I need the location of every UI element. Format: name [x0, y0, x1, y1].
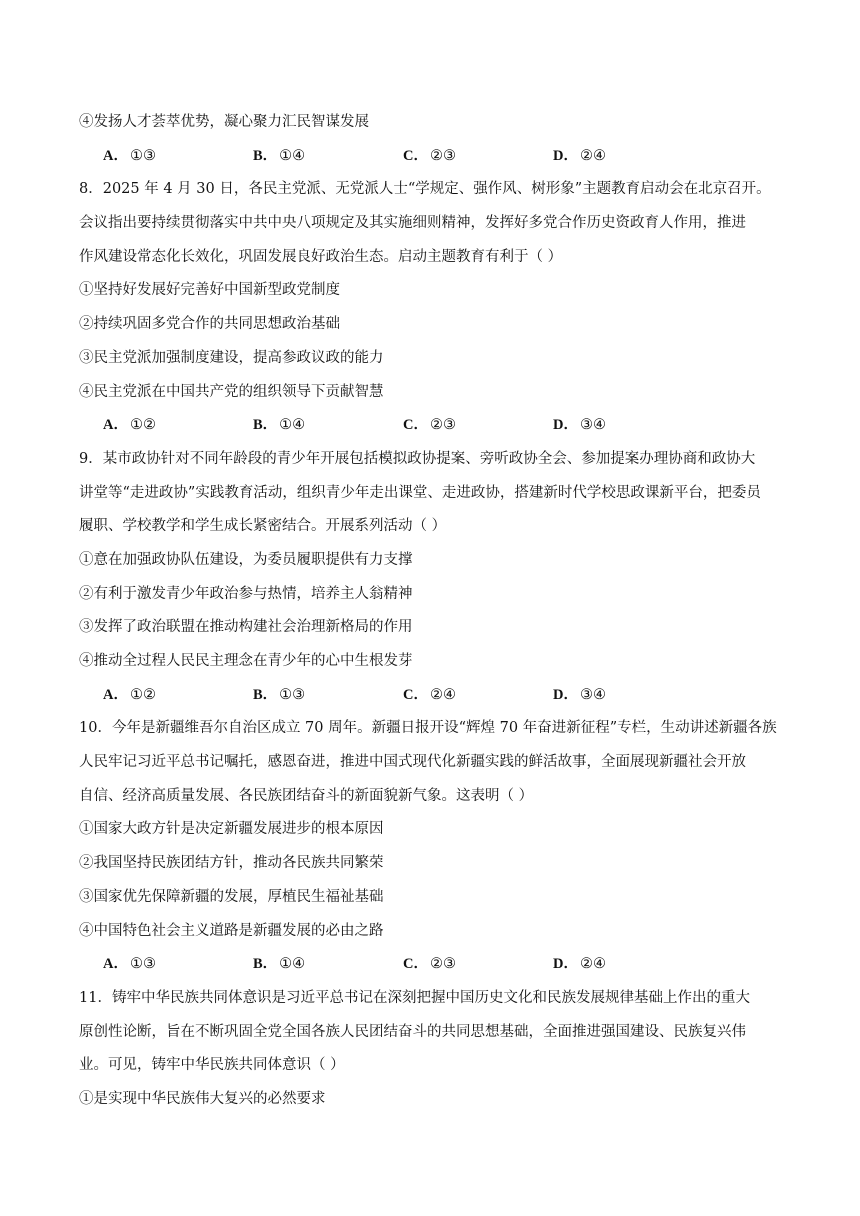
q8-item-1: ①坚持好发展好完善好中国新型政党制度: [79, 282, 340, 299]
q9-option-c[interactable]: C． ②④: [403, 686, 456, 703]
q8-stem-line: 会议指出要持续贯彻落实中共中央八项规定及其实施细则精神，发挥好多党合作历史资政育人作用，推进: [79, 215, 746, 232]
q10-item-4: ④中国特色社会主义道路是新疆发展的必由之路: [79, 922, 384, 939]
q9-item-2: ②有利于激发青少年政治参与热情，培养主人翁精神: [79, 585, 413, 602]
q7-option-c[interactable]: C． ②③: [403, 147, 456, 164]
q7-options: [79, 140, 789, 174]
q10-option-a[interactable]: A． ①③: [103, 956, 156, 973]
q7-item-4: ④发扬人才荟萃优势，凝心聚力汇民智谋发展: [79, 114, 369, 130]
q11-stem-line: 原创性论断，旨在不断巩固全党全国各族人民团结奋斗的共同思想基础，全面推进强国建设、民族复兴伟: [79, 1023, 746, 1040]
q8-stem-line: 8．2025 年 4 月 30 日，各民主党派、无党派人士“学规定、强作风、树形象”主题教育启动会在北京召开。: [79, 181, 771, 198]
q9-item-1: ①意在加强政协队伍建设，为委员履职提供有力支撑: [79, 551, 413, 568]
q8-option-a[interactable]: A． ①②: [103, 417, 156, 434]
q9-stem-line: 讲堂等“走进政协”实践教育活动，组织青少年走出课堂、走进政协，搭建新时代学校思政课新平台，把委员: [79, 484, 761, 501]
q7-option-d[interactable]: D． ②④: [553, 147, 606, 164]
q9-stem-line: 9．某市政协针对不同年龄段的青少年开展包括模拟政协提案、旁听政协全会、参加提案办理协商和政协大: [79, 450, 756, 467]
q8-stem-line: 作风建设常态化长效化，巩固发展良好政治生态。启动主题教育有利于（ ）: [79, 248, 563, 265]
q8-option-d[interactable]: D． ③④: [553, 417, 606, 434]
q10-option-d[interactable]: D． ②④: [553, 956, 606, 973]
q11-item-1: ①是实现中华民族伟大复兴的必然要求: [79, 1090, 326, 1107]
q10-options: [79, 948, 789, 982]
q10-stem-line: 人民牢记习近平总书记嘱托，感恩奋进，推进中国式现代化新疆实践的鲜活故事，全面展现新疆社会开放: [79, 754, 746, 771]
q8-item-3: ③民主党派加强制度建设，提高参政议政的能力: [79, 349, 384, 366]
q9-options: [79, 679, 789, 713]
q10-item-1: ①国家大政方针是决定新疆发展进步的根本原因: [79, 821, 384, 838]
q10-option-b[interactable]: B． ①④: [253, 956, 306, 973]
q9-option-d[interactable]: D． ③④: [553, 686, 606, 703]
q8-option-b[interactable]: B． ①④: [253, 417, 306, 434]
q10-item-2: ②我国坚持民族团结方针，推动各民族共同繁荣: [79, 855, 384, 872]
q7-option-b[interactable]: B． ①④: [253, 147, 306, 164]
q9-item-3: ③发挥了政治联盟在推动构建社会治理新格局的作用: [79, 619, 413, 636]
q9-item-4: ④推动全过程人民民主理念在青少年的心中生根发芽: [79, 653, 413, 669]
q8-item-2: ②持续巩固多党合作的共同思想政治基础: [79, 316, 340, 333]
q9-option-b[interactable]: B． ①③: [253, 686, 306, 703]
q8-options: [79, 409, 789, 443]
q10-stem-line: 10．今年是新疆维吾尔自治区成立 70 周年。新疆日报开设“辉煌 70 年奋进新征程”专栏，生动讲述新疆各族: [79, 720, 777, 737]
q7-option-a[interactable]: A． ①③: [103, 147, 156, 164]
q9-stem-line: 履职、学校教学和学生成长紧密结合。开展系列活动（ ）: [79, 518, 447, 535]
q10-stem-line: 自信、经济高质量发展、各民族团结奋斗的新面貌新气象。这表明（ ）: [79, 787, 534, 804]
q11-stem-line: 业。可见，铸牢中华民族共同体意识（ ）: [79, 1057, 345, 1074]
question-content: [79, 106, 789, 1117]
q10-item-3: ③国家优先保障新疆的发展，厚植民生福祉基础: [79, 888, 384, 905]
q8-item-4: ④民主党派在中国共产党的组织领导下贡献智慧: [79, 383, 384, 400]
q11-stem-line: 11．铸牢中华民族共同体意识是习近平总书记在深刻把握中国历史文化和民族发展规律基础上作出的重大: [79, 989, 750, 1006]
q9-option-a[interactable]: A． ①②: [103, 686, 156, 703]
q8-option-c[interactable]: C． ②③: [403, 417, 456, 434]
q10-option-c[interactable]: C． ②③: [403, 956, 456, 973]
